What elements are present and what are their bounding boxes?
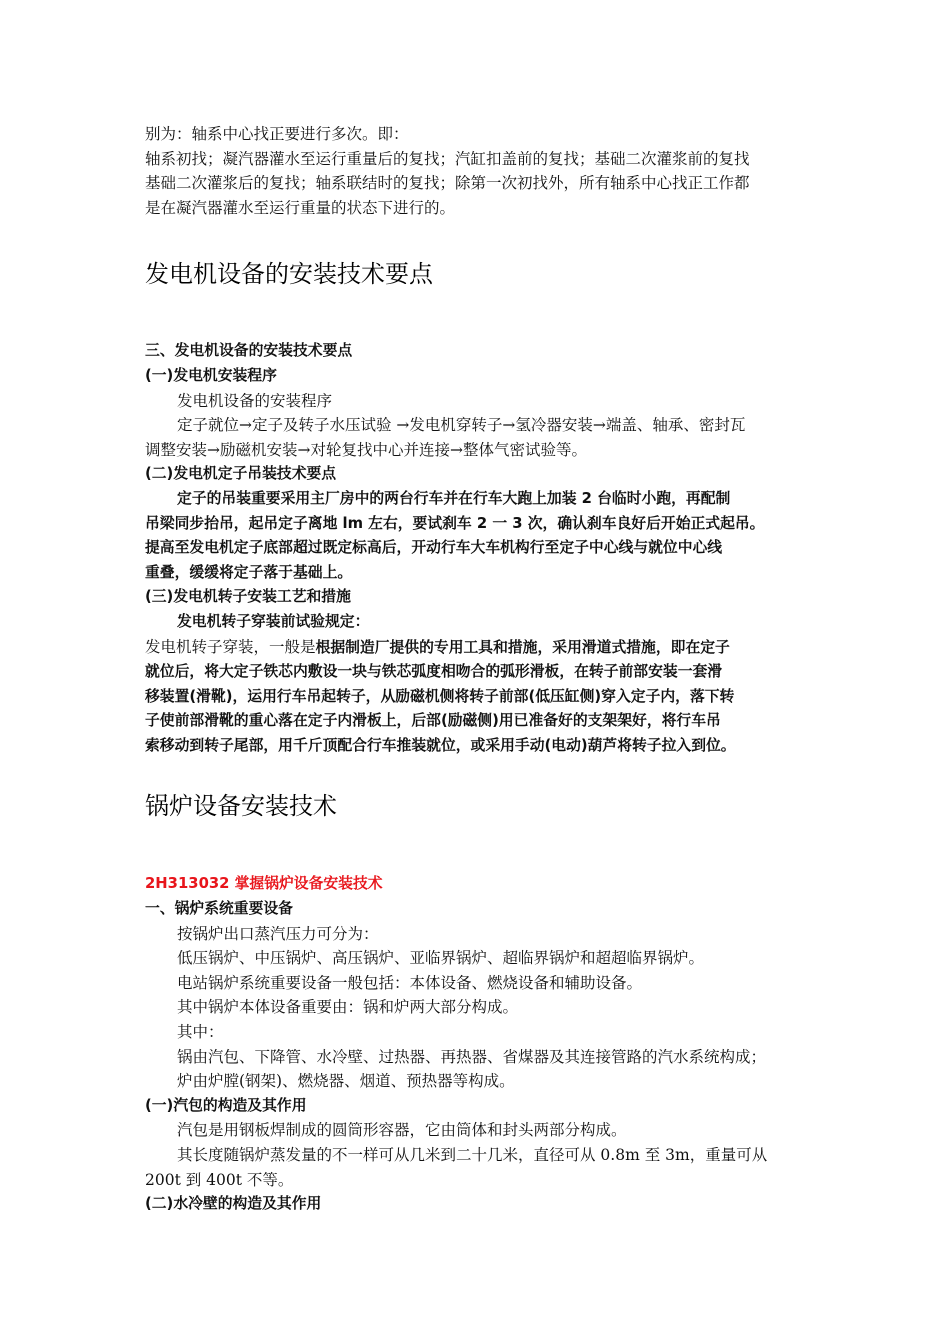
boiler-sub1-line: 其长度随锅炉蒸发量的不一样可从几米到二十几米，直径可从 0.8m 至 3m，重量可从 <box>177 1146 768 1164</box>
generator-sub3-line: 索移动到转子尾部，用千斤顶配合行车推装就位，或采用手动(电动)葫芦将转子拉入到位。 <box>145 736 736 754</box>
generator-sub3-normal-text: 发电机转子穿装，一般是 <box>145 637 316 656</box>
generator-sub1-title: (一)发电机安装程序 <box>145 366 277 384</box>
generator-heading: 发电机设备的安装技术要点 <box>145 260 433 289</box>
boiler-heading: 锅炉设备安装技术 <box>145 792 337 821</box>
generator-sub3-line: 就位后，将大定子铁芯内敷设一块与铁芯弧度相吻合的弧形滑板，在转子前部安装一套滑 <box>145 663 723 681</box>
boiler-sub1-title: (一)汽包的构造及其作用 <box>145 1096 307 1114</box>
generator-sub2-line: 定子的吊装重要采用主厂房中的两台行车并在行车大跑上加装 2 台临时小跑，再配制 <box>177 489 731 507</box>
generator-sub1-line: 发电机设备的安装程序 <box>177 391 333 410</box>
generator-sub2-line: 提高至发电机定子底部超过既定标高后，开动行车大车机构行至定子中心线与就位中心线 <box>145 539 723 557</box>
generator-sub1-line: 定子就位→定子及转子水压试验 →发电机穿转子→氢冷器安装→端盖、轴承、密封瓦 <box>177 416 746 435</box>
boiler-sub1-line: 汽包是用钢板焊制成的圆筒形容器，它由筒体和封头两部分构成。 <box>177 1121 627 1140</box>
generator-sub3-bold-text: 根据制造厂提供的专用工具和措施，采用滑道式措施，即在定子 <box>315 638 730 656</box>
generator-sub3-line: 移装置(滑靴)，运用行车吊起转子，从励磁机侧将转子前部(低压缸侧)穿入定子内，落下转 <box>145 687 735 705</box>
generator-sub3-intro: 发电机转子穿装前试验规定： <box>177 612 370 630</box>
boiler-line: 其中： <box>177 1023 224 1042</box>
generator-sub3-line: 子使前部滑靴的重心落在定子内滑板上，后部(励磁侧)用已准备好的支架架好，将行车吊 <box>145 712 721 730</box>
document-page <box>145 122 825 1217</box>
generator-section-title: 三、发电机设备的安装技术要点 <box>145 342 353 360</box>
boiler-line: 锅由汽包、下降管、水冷壁、过热器、再热器、省煤器及其连接管路的汽水系统构成； <box>177 1047 767 1066</box>
generator-sub3-title: (三)发电机转子安装工艺和措施 <box>145 588 351 606</box>
generator-sub2-title: (二)发电机定子吊装技术要点 <box>145 465 337 483</box>
boiler-line: 炉由炉膛(钢架)、燃烧器、烟道、预热器等构成。 <box>177 1072 515 1091</box>
boiler-line: 电站锅炉系统重要设备一般包括：本体设备、燃烧设备和辅助设备。 <box>177 973 643 992</box>
boiler-sub2-title: (二)水冷壁的构造及其作用 <box>145 1195 322 1213</box>
generator-sub2-line: 吊梁同步抬吊，起吊定子离地 lm 左右，要试刹车 2 一 3 次，确认刹车良好后开始正式起吊。 <box>145 514 765 532</box>
generator-sub2-line: 重叠，缓缓将定子落于基础上。 <box>145 563 353 581</box>
generator-sub3-line <box>145 635 825 661</box>
intro-line: 基础二次灌浆后的复找；轴系联结时的复找；除第一次初找外，所有轴系中心找正工作都 <box>145 174 750 193</box>
boiler-line: 低压锅炉、中压锅炉、高压锅炉、亚临界锅炉、超临界锅炉和超超临界锅炉。 <box>177 949 705 968</box>
boiler-line: 其中锅炉本体设备重要由：锅和炉两大部分构成。 <box>177 998 519 1017</box>
intro-line: 是在凝汽器灌水至运行重量的状态下进行的。 <box>145 198 456 217</box>
boiler-code-title: 2H313032 掌握锅炉设备安装技术 <box>145 875 383 893</box>
boiler-line: 按锅炉出口蒸汽压力可分为： <box>177 924 379 943</box>
generator-sub1-continuation: 调整安装→励磁机安装→对轮复找中心并连接→整体气密试验等。 <box>145 440 587 459</box>
intro-line: 别为：轴系中心找正要进行多次。即： <box>145 125 409 143</box>
boiler-sub1-continuation: 200t 到 400t 不等。 <box>145 1170 294 1189</box>
boiler-section-title: 一、锅炉系统重要设备 <box>145 900 293 918</box>
intro-line: 轴系初找；凝汽器灌水至运行重量后的复找；汽缸扣盖前的复找；基础二次灌浆前的复找 <box>145 149 750 168</box>
